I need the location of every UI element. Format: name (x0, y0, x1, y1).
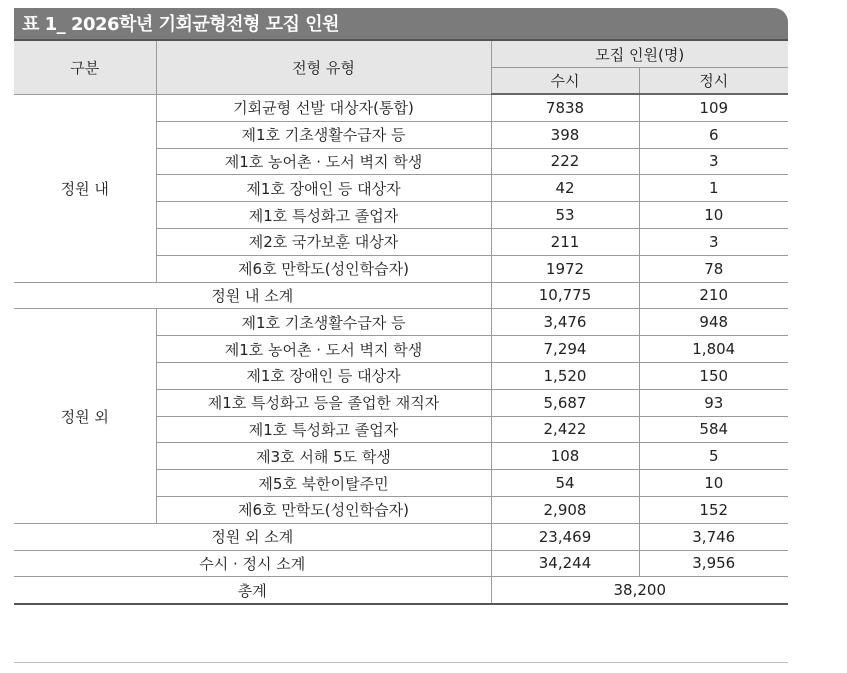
bottom-divider (14, 662, 788, 663)
total-label: 총계 (14, 577, 491, 604)
jeongsi-cell: 3,956 (639, 550, 788, 577)
table-title-bar (14, 8, 788, 39)
subtotal-row-outside (14, 523, 788, 550)
susi-cell: 1,520 (491, 362, 639, 389)
combined-label: 수시 · 정시 소계 (14, 550, 491, 577)
susi-cell: 23,469 (491, 523, 639, 550)
type-cell: 제6호 만학도(성인학습자) (156, 255, 491, 282)
type-cell: 제1호 특성화고 등을 졸업한 재직자 (156, 389, 491, 416)
table-row (14, 94, 788, 121)
susi-cell: 7838 (491, 94, 639, 121)
susi-cell: 2,908 (491, 496, 639, 523)
jeongsi-cell: 6 (639, 121, 788, 148)
susi-cell: 7,294 (491, 336, 639, 363)
type-cell: 제5호 북한이탈주민 (156, 470, 491, 497)
type-cell: 제1호 기초생활수급자 등 (156, 309, 491, 336)
subtotal-label: 정원 외 소계 (14, 523, 491, 550)
combined-subtotal-row (14, 550, 788, 577)
type-cell: 제1호 농어촌 · 도서 벽지 학생 (156, 148, 491, 175)
susi-cell: 5,687 (491, 389, 639, 416)
header-category: 구분 (14, 40, 156, 94)
table-row (14, 309, 788, 336)
jeongsi-cell: 93 (639, 389, 788, 416)
susi-cell: 10,775 (491, 282, 639, 309)
type-cell: 제1호 장애인 등 대상자 (156, 175, 491, 202)
jeongsi-cell: 1 (639, 175, 788, 202)
type-cell: 제3호 서해 5도 학생 (156, 443, 491, 470)
header-recruit: 모집 인원(명) (491, 40, 788, 68)
type-cell: 제1호 특성화고 졸업자 (156, 416, 491, 443)
jeongsi-cell: 109 (639, 94, 788, 121)
susi-cell: 211 (491, 228, 639, 255)
total-value: 38,200 (491, 577, 788, 604)
type-cell: 제2호 국가보훈 대상자 (156, 228, 491, 255)
susi-cell: 34,244 (491, 550, 639, 577)
susi-cell: 1972 (491, 255, 639, 282)
header-jeongsi: 정시 (639, 68, 788, 95)
susi-cell: 54 (491, 470, 639, 497)
group-label-inside: 정원 내 (14, 94, 156, 282)
susi-cell: 3,476 (491, 309, 639, 336)
type-cell: 제1호 특성화고 졸업자 (156, 202, 491, 229)
header-susi: 수시 (491, 68, 639, 95)
jeongsi-cell: 10 (639, 470, 788, 497)
jeongsi-cell: 584 (639, 416, 788, 443)
jeongsi-cell: 150 (639, 362, 788, 389)
jeongsi-cell: 948 (639, 309, 788, 336)
type-cell: 기회균형 선발 대상자(통합) (156, 94, 491, 121)
table-title: 표 1_ 2026학년 기회균형전형 모집 인원 (22, 14, 339, 35)
type-cell: 제1호 기초생활수급자 등 (156, 121, 491, 148)
susi-cell: 222 (491, 148, 639, 175)
susi-cell: 42 (491, 175, 639, 202)
jeongsi-cell: 1,804 (639, 336, 788, 363)
recruitment-table (14, 39, 788, 605)
header-type: 전형 유형 (156, 40, 491, 94)
jeongsi-cell: 3 (639, 228, 788, 255)
jeongsi-cell: 5 (639, 443, 788, 470)
jeongsi-cell: 3,746 (639, 523, 788, 550)
type-cell: 제6호 만학도(성인학습자) (156, 496, 491, 523)
subtotal-row-inside (14, 282, 788, 309)
total-row (14, 577, 788, 604)
jeongsi-cell: 78 (639, 255, 788, 282)
jeongsi-cell: 152 (639, 496, 788, 523)
jeongsi-cell: 3 (639, 148, 788, 175)
susi-cell: 2,422 (491, 416, 639, 443)
susi-cell: 108 (491, 443, 639, 470)
group-label-outside: 정원 외 (14, 309, 156, 523)
jeongsi-cell: 10 (639, 202, 788, 229)
subtotal-label: 정원 내 소계 (14, 282, 491, 309)
jeongsi-cell: 210 (639, 282, 788, 309)
susi-cell: 398 (491, 121, 639, 148)
type-cell: 제1호 농어촌 · 도서 벽지 학생 (156, 336, 491, 363)
susi-cell: 53 (491, 202, 639, 229)
type-cell: 제1호 장애인 등 대상자 (156, 362, 491, 389)
